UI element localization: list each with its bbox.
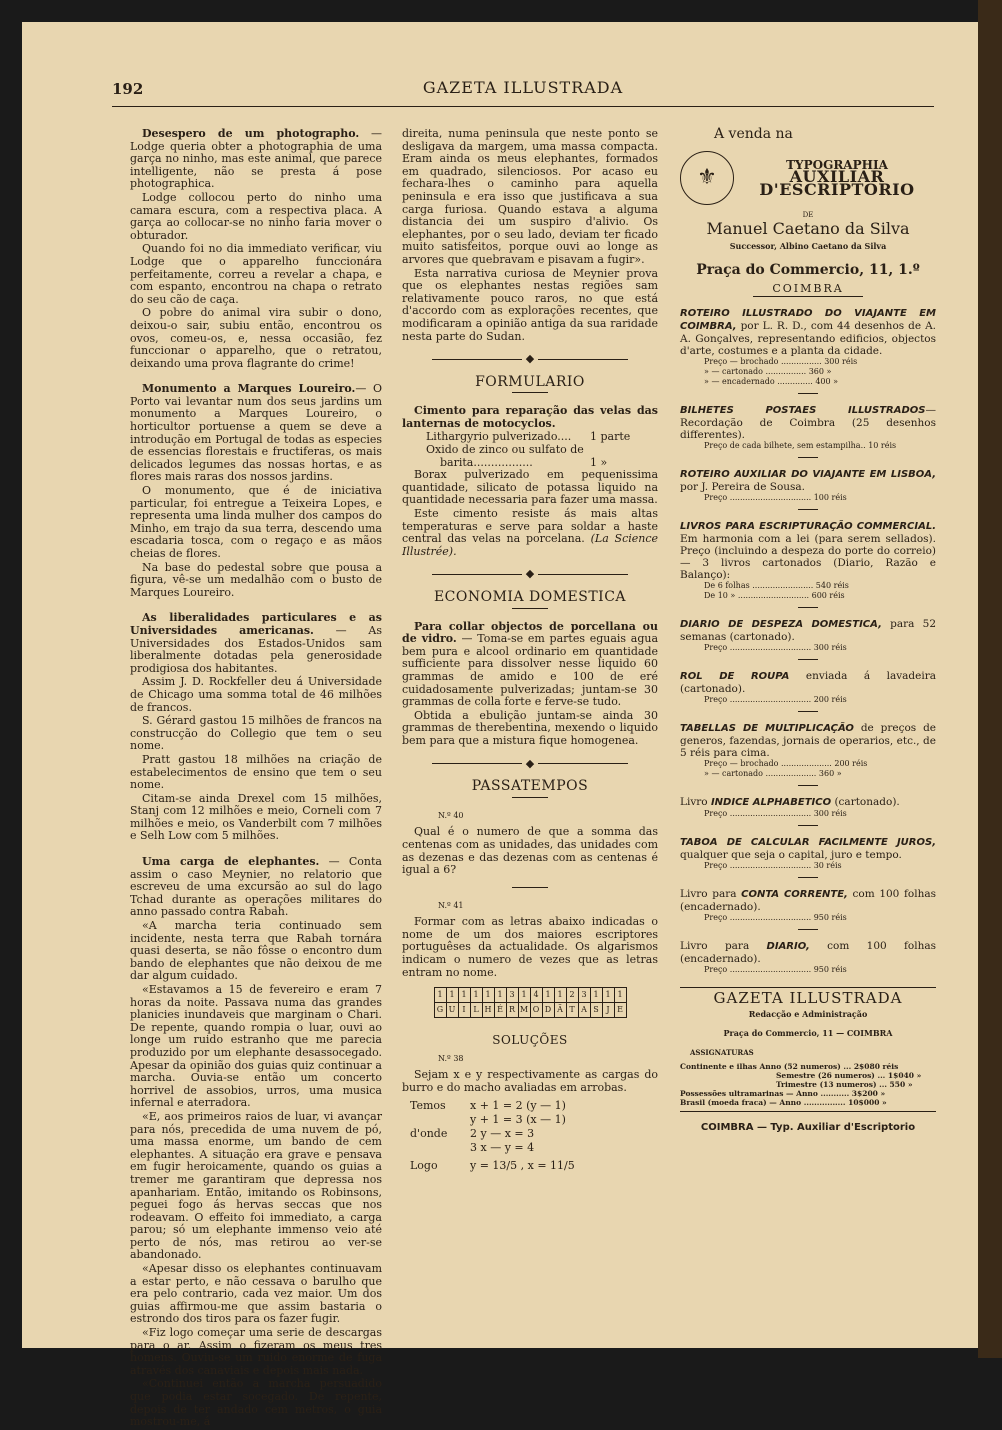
price-line: » — cartonado .................... 360 »	[704, 768, 842, 778]
ad-item: LIVROS PARA ESCRIPTURAÇÃO COMMERCIAL. Em harmonia com a lei (para serem sellados). Preço (incluindo a despeza do porte do correio) — 3 livros cartonados (Diario, Razão e Balanço):	[680, 520, 936, 581]
typographia-seal-icon: ⚜	[680, 151, 734, 205]
ad-item: Livro para CONTA CORRENTE, com 100 folhas (encadernado).	[680, 887, 936, 913]
column-2	[402, 128, 658, 1173]
grid-number-cell: 1	[590, 988, 602, 1003]
section-solucoes: SOLUÇÕES	[492, 1033, 568, 1048]
ad-item: Livro para DIARIO, com 100 folhas (encadernado).	[680, 939, 937, 965]
paragraph: Este cimento resiste ás mais altas temperaturas e serve para soldar a haste central das velas na porcelana. (La Science Illustrée).	[402, 507, 659, 558]
price-line: Preço de cada bilhete, sem estampilha.. 10 réis	[704, 440, 897, 450]
price-line: Preço ................................ 30 réis	[704, 860, 842, 870]
grid-letter-cell: A	[578, 1003, 590, 1018]
article-photographo: Desespero de um photographo. — Lodge queria obter a photographia de uma garça no ninho, mas este animal, que parece intelligente, não se presta á pose photographica.	[130, 127, 383, 191]
problem-number: N.º 38	[438, 1053, 464, 1063]
grid-number-cell: 1	[542, 988, 554, 1003]
article-monumento: Monumento a Marques Loureiro.— O Porto vai levantar num dos seus jardins um monumento a Marques Loureiro, o horticultor portuense a quem se deve a introdução em Portugal de todas as especies de essencias florestais e fructiferas, os mais delicados legumes das nossas hortas, e as flores mais raras dos nossos jardins.	[130, 382, 383, 484]
grid-letter-cell: J	[602, 1003, 614, 1018]
grid-number-cell: 1	[614, 988, 626, 1003]
ad-a-venda: A venda na	[714, 126, 793, 142]
ad-item: ROL DE ROUPA enviada á lavadeira (cartonado).	[680, 669, 937, 695]
ornament-divider: ◆	[402, 353, 658, 366]
ad-typographia-block: ⚜ TYPOGRAPHIA AUXILIAR D'ESCRIPTORIO	[680, 151, 936, 205]
ornament-divider: ◆	[402, 568, 658, 581]
paragraph: Pratt gastou 18 milhões na criação de estabelecimentos de ensino que tem o seu nome.	[130, 752, 382, 792]
grid-letter-cell: D	[542, 1003, 554, 1018]
grid-number-cell: 1	[434, 988, 446, 1003]
ad-item: Livro INDICE ALPHABETICO (cartonado).	[680, 795, 900, 808]
paragraph: «Estavamos a 15 de fevereiro e eram 7 horas da noite. Passava numa das grandes planicies inundaveis que marginam o Chari. De repente, quando rompia o luar, ouvi ao longe um ruido estranho que me parecia produzido por um elephante desassocegado. Apesar da opinião dos guias quiz continuar a marcha. Ouvia-se então um concerto horrivel de assobios, urros, uma musica infernal e aterradora.	[130, 983, 382, 1110]
grid-number-cell: 3	[578, 988, 590, 1003]
price-line: Preço — brochado ................ 300 réis	[704, 356, 858, 366]
paragraph: Quando foi no dia immediato verificar, viu Lodge que o apparelho funccionára perfeitamente, correu a revelar a chapa, e com espanto, encontrou na chapa o retrato do seu cão de caça.	[130, 242, 382, 306]
grid-letter-cell: M	[518, 1003, 530, 1018]
grid-number-cell: 1	[518, 988, 530, 1003]
ad-owner: Manuel Caetano da Silva	[706, 219, 910, 239]
grid-letter-cell: E	[614, 1003, 626, 1018]
gazeta-address: Praça do Commercio, 11 — COIMBRA	[723, 1027, 893, 1038]
paragraph: Na base do pedestal sobre que pousa a figura, vê-se um medalhão com o busto de Marques Loureiro.	[130, 560, 382, 599]
paragraph: «Fiz logo começar uma serie de descargas para o ar. Assim o fizeram os meus tres homens. Ouviu-se um ruido enorme de fuga através dos canaviais e depois mais nada.	[130, 1326, 382, 1377]
paragraph: Esta narrativa curiosa de Meynier prova que os elephantes nestas regiões sam relativamente pouco raros, no que está d'accordo com as explorações recentes, que modificaram a opinião antiga da sua raridade nesta parte do Sudan.	[402, 266, 658, 343]
ad-item: TABOA DE CALCULAR FACILMENTE JUROS, qualquer que seja o capital, juro e tempo.	[680, 836, 936, 861]
price-line: Preço ................................ 200 réis	[704, 694, 847, 704]
grid-number-cell: 3	[506, 988, 518, 1003]
grid-number-cell: 1	[458, 988, 470, 1003]
gazeta-subscription-box	[680, 987, 936, 1112]
paragraph: Lodge collocou perto do ninho uma camara escura, com a respectiva placa. A garça ao collocar-se no ninho faria mover o obturador.	[130, 190, 382, 242]
grid-number-cell: 1	[554, 988, 566, 1003]
section-formulario: FORMULARIO	[475, 373, 585, 390]
grid-letter-cell: O	[530, 1003, 542, 1018]
formula-table: Lithargyrio pulverizado.... 1 parte Oxido de zinco ou sulfato de barita................. 1 »	[426, 430, 631, 469]
grid-letter-cell: R	[506, 1003, 518, 1018]
paragraph: S. Gérard gastou 15 milhões de francos na construcção do Collegio que tem o seu nome.	[130, 714, 382, 753]
book-spine	[978, 0, 1002, 1358]
section-passatempos: PASSATEMPOS	[471, 778, 589, 795]
grid-letters-row	[434, 1003, 626, 1018]
ad-item: BILHETES POSTAES ILLUSTRADOS—Recordação de Coimbra (25 desenhos differentes).	[680, 403, 936, 441]
paragraph: «A marcha teria continuado sem incidente, nesta terra que Rabah tornára quasi deserta, se não fôsse o encontro dum bando de elephantes que não deixou de me dar algum cuidado.	[130, 919, 382, 983]
article-elephantes: Uma carga de elephantes. — Conta assim o caso Meynier, no relatorio que escreveu de uma excursão ao sul do lago Tchad durante as operações militares do anno passado contra Rabah.	[130, 855, 382, 919]
section-economia: ECONOMIA DOMESTICA	[433, 589, 627, 605]
paragraph: Assim J. D. Rockfeller deu á Universidade de Chicago uma somma total de 46 milhões de francos.	[130, 675, 382, 714]
grid-number-cell: 1	[470, 988, 482, 1003]
ad-item: DIARIO DE DESPEZA DOMESTICA, para 52 semanas (cartonado).	[680, 617, 936, 643]
price-line: Preço ................................ 300 réis	[704, 642, 847, 652]
paragraph: «Continuei então a marcha persuadido que podia estar socegado. De repente, depois de ter andado cem metros, o guia mostrou-me, á	[130, 1377, 382, 1429]
printer-footer: COIMBRA — Typ. Auxiliar d'Escriptorio	[700, 1121, 916, 1133]
grid-number-cell: 2	[566, 988, 578, 1003]
price-line: Preço ................................ 950 réis	[704, 912, 847, 922]
paragraph: Borax pulverizado em pequenissima quantidade, silicato de potassa liquido na quantidade necessaria para fazer uma massa.	[402, 468, 658, 507]
grid-letter-cell: U	[446, 1003, 458, 1018]
paragraph: «E, aos primeiros raios de luar, vi avançar para nós, precedida de uma nuvem de pó, uma massa enorme, um bando de cem elephantes. A situação era grave e pensava em fugir heroicamente, quando os guias a tremer me garantiram que depressa nos apanhariam. Então, imitando os Robinsons, peguei fogo ás hervas seccas que nos rodeavam. O effeito foi immediato, a carga parou; só um elephante immenso veio até perto de nós, mas retirou ao ver-se abandonado.	[130, 1109, 382, 1262]
grid-letter-cell: T	[566, 1003, 578, 1018]
equations: Temos x + 1 = 2 (y — 1) y + 1 = 3 (x — 1) d'onde 2 y — x = 3 3 x — y = 4 Logo y = 13/5 , x = 11/5	[410, 1098, 575, 1172]
article-liberalidades: As liberalidades particulares e as Universidades americanas. — As Universidades dos Estados-Unidos sam liberalmente dotadas pela generosidade prodigiosa dos habitantes.	[130, 611, 383, 675]
letter-grid	[434, 987, 627, 1018]
page-number: 192	[112, 80, 144, 98]
ornament-divider: ◆	[402, 758, 658, 771]
problem-number: N.º 40	[438, 810, 464, 820]
price-line: Preço ................................ 300 réis	[704, 808, 847, 818]
price-line: » — cartonado ................ 360 »	[704, 366, 832, 376]
grid-letter-cell: I	[458, 1003, 470, 1018]
paragraph: Citam-se ainda Drexel com 15 milhões, Stanj com 12 milhões e meio, Corneli com 7 milhões e meio, os Vanderbilt com 7 milhões e Selh Low com 5 milhões.	[130, 791, 382, 843]
paragraph: O pobre do animal vira subir o dono, deixou-o sair, subiu então, encontrou os ovos, comeu-os, e, nessa occasião, fez funccionar o apparelho, que o retratou, deixando uma prova flagrante do crime!	[130, 306, 382, 370]
problem-text: Qual é o numero de que a somma das centenas com as unidades, das unidades com as dezenas e das dezenas com as centenas é igual a 6?	[402, 825, 658, 877]
price-line: De 10 » ............................ 600 réis	[704, 590, 845, 600]
gazeta-subtitle: Redacção e Administração	[748, 1009, 868, 1020]
ad-item: ROTEIRO ILLUSTRADO DO VIAJANTE EM COIMBRA, por L. R. D., com 44 desenhos de A. A. Gonçalves, representando edificios, objectos d'arte, costumes e a planta da cidade.	[680, 307, 936, 357]
grid-letter-cell: S	[590, 1003, 602, 1018]
economia-article: Para collar objectos de porcellana ou de vidro. — Toma-se em partes eguais agua bem pura e alcool ordinario em quantidade sufficiente para dissolver nesse liquido 60 grammas de amido e 100 de eré cuidadosamente pulverizadas; juntam-se 30 grammas de colla forte e ferve-se tudo.	[402, 619, 659, 709]
paragraph: O monumento, que é de iniciativa particular, foi entregue a Teixeira Lopes, e representa uma linda mulher dos campos do Minho, em trajo da sua terra, descendo uma escadaria tosca, com o regaço e as mãos cheias de flores.	[130, 484, 382, 560]
problem-number: N.º 41	[438, 900, 464, 910]
problem-text: Formar com as letras abaixo indicadas o nome de um dos maiores escriptores portuguêses da actualidade. Os algarismos indicam o numero de vezes que as letras entram no nome.	[402, 915, 658, 979]
ad-address: Praça do Commercio, 11, 1.º	[696, 262, 920, 279]
formula-title: Cimento para reparação das velas das lanternas de motocyclos.	[402, 404, 658, 430]
ad-de: DE	[802, 210, 814, 219]
price-line: Preço — brochado .................... 200 réis	[704, 758, 868, 768]
problem-text: Sejam x e y respectivamente as cargas do burro e do macho avaliadas em arrobas.	[402, 1068, 658, 1095]
grid-number-cell: 1	[494, 988, 506, 1003]
grid-number-cell: 1	[482, 988, 494, 1003]
subscription-rates: Continente e ilhas Anno (52 numeros) ... 2$080 réis Semestre (26 numeros) ... 1$040 » Trimestre (13 numeros) ... 550 » Possessões ultramarinas — Anno ........... 3$200 » Brasil (moeda fraca) — Anno ................ 10$000 »	[680, 1061, 922, 1107]
ad-item: TABELLAS DE MULTIPLICAÇÃO de preços de generos, fazendas, jornais de operarios, etc., de 5 réis para cima.	[680, 721, 937, 759]
ad-item: ROTEIRO AUXILIAR DO VIAJANTE EM LISBOA, por J. Pereira de Sousa.	[680, 468, 936, 493]
price-line: De 6 folhas ........................ 540 réis	[704, 580, 849, 590]
gazeta-title: GAZETA ILLUSTRADA	[713, 988, 903, 1007]
grid-letter-cell: H	[482, 1003, 494, 1018]
paragraph: direita, numa peninsula que neste ponto se desligava da margem, uma massa compacta. Eram ainda os meus elephantes, formados em quadrado, silenciosos. Por acaso eu fechara-lhes o caminho para aquella peninsula e era isso que justificava a sua carga furiosa. Quando estava a alguma distancia dei um suspiro d'alivio. Os elephantes, por o seu lado, deviam ter ficado muito satisfeitos, porque ouvi ao longe as arvores que quebravam e pisavam a fugir».	[402, 127, 658, 266]
grid-letter-cell: L	[470, 1003, 482, 1018]
page-header	[112, 76, 934, 107]
grid-letter-cell: G	[434, 1003, 446, 1018]
grid-number-cell: 4	[530, 988, 542, 1003]
price-line: Preço ................................ 100 réis	[704, 492, 847, 502]
subscriptions-heading: ASSIGNATURAS	[690, 1048, 754, 1058]
grid-numbers-row	[434, 988, 626, 1003]
column-3-advertisement	[680, 128, 936, 1135]
grid-number-cell: 1	[602, 988, 614, 1003]
ad-city: COIMBRA	[753, 283, 863, 297]
column-1	[130, 128, 382, 1430]
price-line: » — encadernado .............. 400 »	[704, 376, 839, 386]
ad-successor: Successor, Albino Caetano da Silva	[729, 240, 887, 251]
grid-number-cell: 1	[446, 988, 458, 1003]
grid-letter-cell: Ã	[554, 1003, 566, 1018]
paragraph: Obtida a ebulição juntam-se ainda 30 grammas de therebentina, mexendo o liquido bem para que a mistura fique homogenea.	[402, 708, 658, 747]
paragraph: «Apesar disso os elephantes continuavam a estar perto, e não cessava o barulho que era pelo contrario, cada vez maior. Um dos guias affirmou-me que assim bastaria o estrondo dos tiros para os fazer fugir.	[130, 1262, 382, 1326]
price-line: Preço ................................ 950 réis	[704, 964, 847, 974]
publication-title: GAZETA ILLUSTRADA	[422, 78, 624, 97]
grid-letter-cell: É	[494, 1003, 506, 1018]
